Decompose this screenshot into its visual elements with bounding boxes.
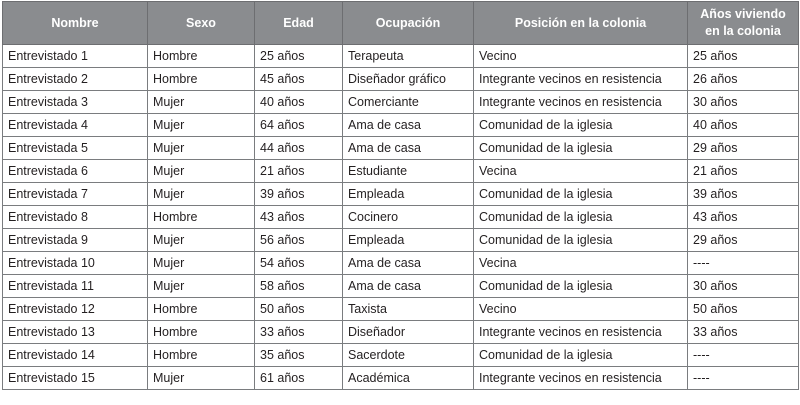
cell-sexo: Mujer	[148, 183, 255, 206]
cell-ocupacion: Ama de casa	[343, 275, 474, 298]
table-row	[3, 252, 799, 275]
cell-sexo: Mujer	[148, 367, 255, 390]
cell-posicion: Comunidad de la iglesia	[474, 137, 688, 160]
cell-edad: 44 años	[255, 137, 343, 160]
header-edad: Edad	[255, 2, 343, 45]
header-sexo: Sexo	[148, 2, 255, 45]
table-row	[3, 275, 799, 298]
cell-posicion: Comunidad de la iglesia	[474, 183, 688, 206]
cell-ocupacion: Empleada	[343, 183, 474, 206]
table-row	[3, 344, 799, 367]
cell-anos-viviendo: 26 años	[688, 68, 799, 91]
cell-sexo: Hombre	[148, 344, 255, 367]
cell-edad: 64 años	[255, 114, 343, 137]
cell-sexo: Hombre	[148, 206, 255, 229]
cell-posicion: Integrante vecinos en resistencia	[474, 321, 688, 344]
interviewees-table	[2, 1, 799, 390]
cell-sexo: Mujer	[148, 91, 255, 114]
cell-posicion: Comunidad de la iglesia	[474, 114, 688, 137]
cell-edad: 35 años	[255, 344, 343, 367]
cell-sexo: Mujer	[148, 252, 255, 275]
cell-nombre: Entrevistado 14	[3, 344, 148, 367]
cell-nombre: Entrevistada 11	[3, 275, 148, 298]
cell-anos-viviendo: 25 años	[688, 45, 799, 68]
cell-ocupacion: Cocinero	[343, 206, 474, 229]
cell-sexo: Hombre	[148, 68, 255, 91]
cell-edad: 50 años	[255, 298, 343, 321]
cell-posicion: Integrante vecinos en resistencia	[474, 68, 688, 91]
cell-nombre: Entrevistado 2	[3, 68, 148, 91]
header-posicion: Posición en la colonia	[474, 2, 688, 45]
cell-nombre: Entrevistada 4	[3, 114, 148, 137]
cell-posicion: Comunidad de la iglesia	[474, 206, 688, 229]
cell-sexo: Mujer	[148, 275, 255, 298]
header-row	[3, 2, 799, 45]
cell-sexo: Hombre	[148, 298, 255, 321]
table-row	[3, 91, 799, 114]
cell-edad: 25 años	[255, 45, 343, 68]
table-row	[3, 321, 799, 344]
cell-nombre: Entrevistado 1	[3, 45, 148, 68]
cell-anos-viviendo: 43 años	[688, 206, 799, 229]
cell-anos-viviendo: ----	[688, 344, 799, 367]
header-nombre: Nombre	[3, 2, 148, 45]
cell-ocupacion: Diseñador gráfico	[343, 68, 474, 91]
cell-ocupacion: Ama de casa	[343, 252, 474, 275]
cell-edad: 21 años	[255, 160, 343, 183]
cell-edad: 40 años	[255, 91, 343, 114]
cell-posicion: Vecina	[474, 252, 688, 275]
interviewees-table-container	[2, 1, 798, 390]
table-row	[3, 298, 799, 321]
cell-nombre: Entrevistado 15	[3, 367, 148, 390]
table-row	[3, 68, 799, 91]
cell-anos-viviendo: 21 años	[688, 160, 799, 183]
cell-anos-viviendo: ----	[688, 252, 799, 275]
cell-ocupacion: Estudiante	[343, 160, 474, 183]
cell-posicion: Comunidad de la iglesia	[474, 344, 688, 367]
cell-sexo: Mujer	[148, 114, 255, 137]
cell-edad: 61 años	[255, 367, 343, 390]
cell-ocupacion: Terapeuta	[343, 45, 474, 68]
cell-ocupacion: Taxista	[343, 298, 474, 321]
cell-anos-viviendo: 39 años	[688, 183, 799, 206]
cell-anos-viviendo: 50 años	[688, 298, 799, 321]
table-row	[3, 114, 799, 137]
cell-sexo: Mujer	[148, 160, 255, 183]
cell-anos-viviendo: 29 años	[688, 229, 799, 252]
cell-anos-viviendo: 30 años	[688, 275, 799, 298]
cell-anos-viviendo: 40 años	[688, 114, 799, 137]
cell-posicion: Comunidad de la iglesia	[474, 229, 688, 252]
cell-nombre: Entrevistado 8	[3, 206, 148, 229]
cell-edad: 56 años	[255, 229, 343, 252]
table-row	[3, 229, 799, 252]
cell-edad: 45 años	[255, 68, 343, 91]
cell-nombre: Entrevistado 12	[3, 298, 148, 321]
cell-edad: 33 años	[255, 321, 343, 344]
cell-posicion: Integrante vecinos en resistencia	[474, 91, 688, 114]
cell-posicion: Vecino	[474, 45, 688, 68]
cell-nombre: Entrevistada 10	[3, 252, 148, 275]
cell-edad: 58 años	[255, 275, 343, 298]
table-body	[3, 45, 799, 390]
cell-ocupacion: Académica	[343, 367, 474, 390]
table-row	[3, 206, 799, 229]
table-row	[3, 183, 799, 206]
cell-ocupacion: Ama de casa	[343, 137, 474, 160]
cell-anos-viviendo: ----	[688, 367, 799, 390]
cell-sexo: Mujer	[148, 137, 255, 160]
cell-nombre: Entrevistado 13	[3, 321, 148, 344]
cell-sexo: Mujer	[148, 229, 255, 252]
cell-nombre: Entrevistada 5	[3, 137, 148, 160]
cell-ocupacion: Empleada	[343, 229, 474, 252]
cell-ocupacion: Ama de casa	[343, 114, 474, 137]
cell-nombre: Entrevistada 6	[3, 160, 148, 183]
cell-edad: 43 años	[255, 206, 343, 229]
cell-sexo: Hombre	[148, 45, 255, 68]
cell-ocupacion: Comerciante	[343, 91, 474, 114]
cell-posicion: Vecino	[474, 298, 688, 321]
cell-ocupacion: Diseñador	[343, 321, 474, 344]
cell-anos-viviendo: 33 años	[688, 321, 799, 344]
cell-posicion: Comunidad de la iglesia	[474, 275, 688, 298]
table-header	[3, 2, 799, 45]
cell-nombre: Entrevistada 7	[3, 183, 148, 206]
table-row	[3, 45, 799, 68]
cell-nombre: Entrevistada 3	[3, 91, 148, 114]
cell-nombre: Entrevistada 9	[3, 229, 148, 252]
cell-edad: 39 años	[255, 183, 343, 206]
cell-anos-viviendo: 30 años	[688, 91, 799, 114]
cell-posicion: Integrante vecinos en resistencia	[474, 367, 688, 390]
table-row	[3, 160, 799, 183]
table-row	[3, 367, 799, 390]
cell-edad: 54 años	[255, 252, 343, 275]
cell-posicion: Vecina	[474, 160, 688, 183]
cell-sexo: Hombre	[148, 321, 255, 344]
header-ocupacion: Ocupación	[343, 2, 474, 45]
table-row	[3, 137, 799, 160]
header-anos-viviendo: Años viviendo en la colonia	[688, 2, 799, 45]
cell-anos-viviendo: 29 años	[688, 137, 799, 160]
cell-ocupacion: Sacerdote	[343, 344, 474, 367]
